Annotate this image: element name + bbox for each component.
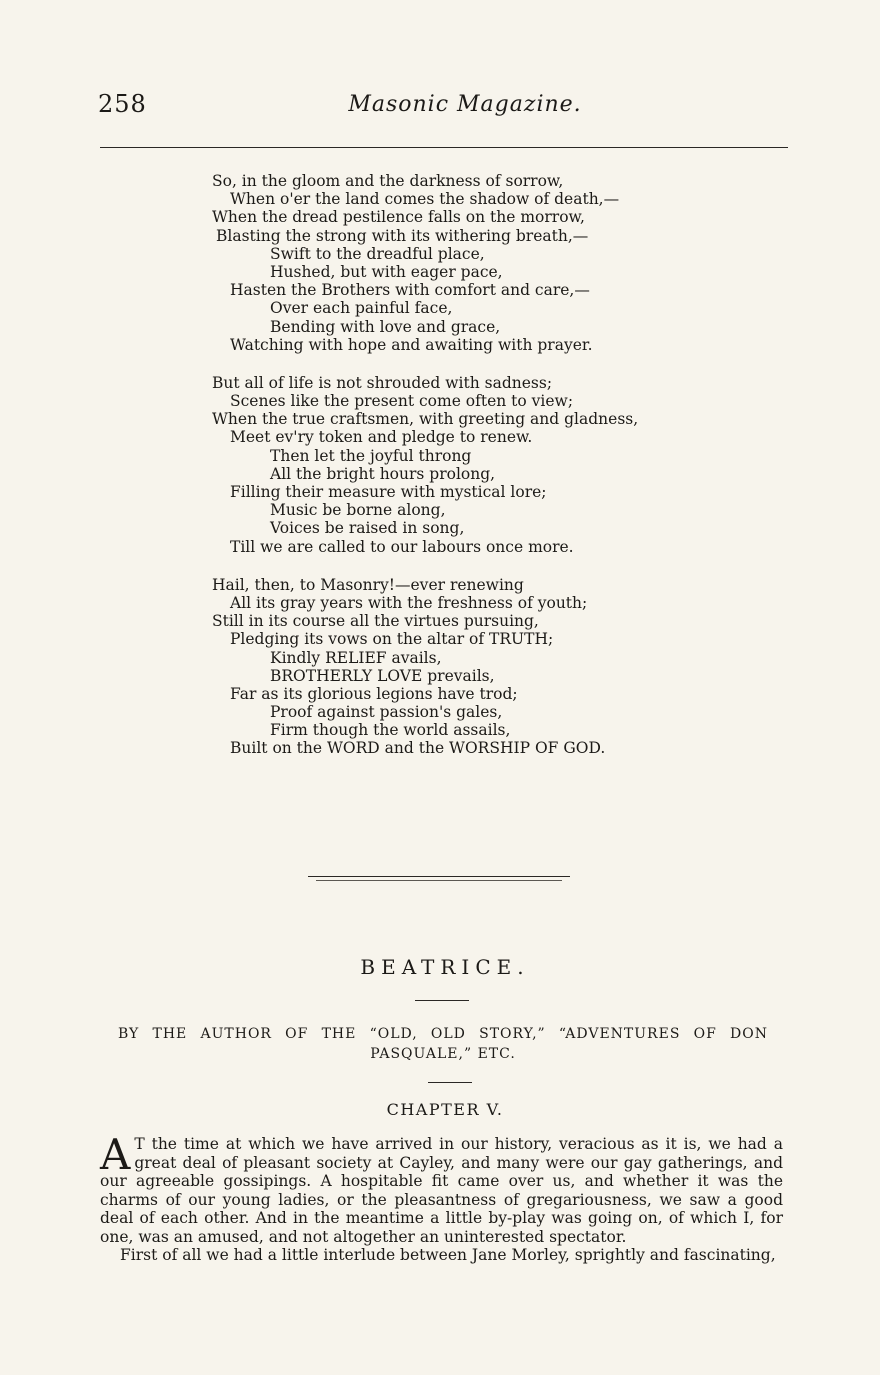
poem-line: Firm though the world assails, [270, 721, 511, 740]
poem-line: When the dread pestilence falls on the morrow, [212, 208, 585, 227]
poem-line: But all of life is not shrouded with sadness; [212, 373, 553, 392]
poem-line: Hail, then, to Masonry!—ever renewing [212, 575, 524, 594]
poem-line: Watching with hope and awaiting with prayer. [230, 335, 593, 354]
poem-line: When o'er the land comes the shadow of death,— [230, 190, 620, 209]
poem-line: So, in the gloom and the darkness of sorrow, [212, 172, 564, 190]
stanza [212, 172, 652, 354]
poem-line: Voices be raised in song, [270, 519, 465, 538]
page-number: 258 [98, 90, 147, 118]
article-body [100, 1130, 783, 1265]
paragraph: First of all we had a little interlude between Jane Morley, sprightly and fascinating, [120, 1246, 776, 1264]
byline-rule [428, 1082, 472, 1083]
poem-line: Blasting the strong with its withering breath,— [216, 226, 589, 245]
poem-line: Pledging its vows on the altar of TRUTH; [230, 630, 554, 649]
poem-line: Meet ev'ry token and pledge to renew. [230, 428, 533, 447]
stanza [212, 374, 652, 556]
poem-line: Over each painful face, [270, 299, 453, 318]
poem [212, 172, 652, 778]
header-rule [100, 147, 788, 148]
article-title: BEATRICE. [360, 955, 530, 979]
poem-line: Till we are called to our labours once more. [230, 537, 574, 556]
poem-line: Bending with love and grace, [270, 317, 501, 336]
article-byline: BY THE AUTHOR OF THE “OLD, OLD STORY,” “ADVENTURES OF DON PASQUALE,” ETC. [118, 1026, 768, 1062]
running-title: Masonic Magazine. [348, 92, 582, 117]
poem-line: Music be borne along, [270, 501, 446, 520]
chapter-heading: CHAPTER V. [386, 1100, 504, 1119]
poem-line: Hushed, but with eager pace, [270, 262, 503, 281]
poem-line: Built on the WORD and the WORSHIP OF GOD. [230, 739, 606, 758]
title-rule [415, 1000, 469, 1001]
poem-line: BROTHERLY LOVE prevails, [270, 666, 495, 685]
drop-cap: A [100, 1130, 131, 1179]
poem-line: Kindly RELIEF avails, [270, 648, 442, 667]
poem-line: Still in its course all the virtues pursuing, [212, 612, 539, 631]
paragraph [100, 1130, 783, 1246]
poem-line: Proof against passion's gales, [270, 703, 503, 722]
poem-line: Scenes like the present come often to view; [230, 392, 574, 411]
paragraph-text: T the time at which we have arrived in our history, veracious as it is, we had a great deal of pleasant society at Cayley, and many were our gay gatherings, and our agreeable gossipings. A hospitable fit came over us, and whether it was the charms of our young ladies, or the pleasantness of gregariousness, we saw a good deal of each other. And in the meantime a little by-play was going on, of which I, for one, was an amused, and not altogether an uninterested spectator. [100, 1135, 783, 1246]
poem-line: Then let the joyful throng [270, 446, 472, 465]
poem-line: Swift to the dreadful place, [270, 244, 485, 263]
poem-line: Far as its glorious legions have trod; [230, 684, 518, 703]
stanza [212, 576, 652, 758]
poem-line: All the bright hours prolong, [270, 464, 496, 483]
section-divider [308, 876, 570, 881]
poem-line: Filling their measure with mystical lore; [230, 483, 547, 501]
poem-line: When the true craftsmen, with greeting and gladness, [212, 410, 639, 429]
poem-line: All its gray years with the freshness of youth; [230, 593, 588, 612]
poem-line: Hasten the Brothers with comfort and care,— [230, 281, 590, 300]
